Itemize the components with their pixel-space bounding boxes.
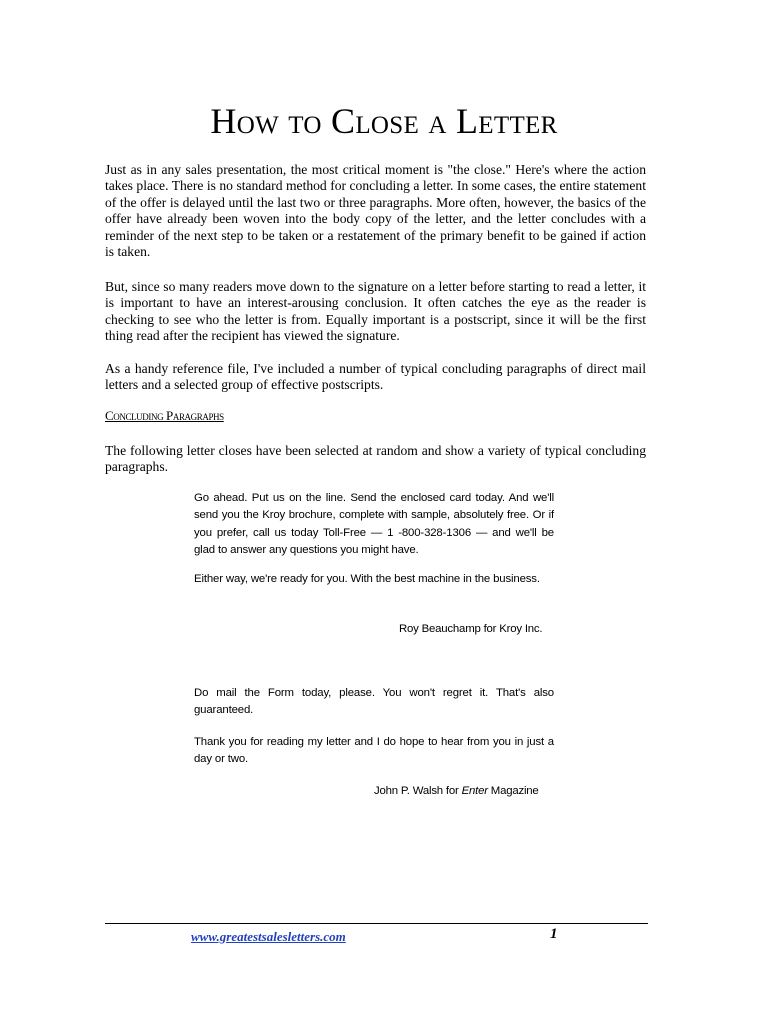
signature-prefix: John P. Walsh for [374,785,462,797]
example-quote-paragraph: Either way, we're ready for you. With the best machine in the business. [194,573,540,585]
footer-divider [105,923,648,924]
body-paragraph: As a handy reference file, I've included a number of typical concluding paragraphs of direct mail letters and a selected group of effective postscripts. [105,361,646,393]
example-signature [374,785,539,797]
section-intro: The following letter closes have been selected at random and show a variety of typical concluding paragraphs. [105,443,646,475]
body-paragraph: Just as in any sales presentation, the most critical moment is "the close." Here's where the action takes place. There is no standard method for concluding a letter. In some cases, the entire statement of the offer is delayed until the last two or three paragraphs. More often, however, the basics of the offer have already been woven into the body copy of the letter, and the letter concludes with a reminder of the next step to be taken or a restatement of the primary benefit to be gained if action is taken. [105,162,646,260]
page-title: How to Close a Letter [210,101,558,141]
example-quote-paragraph: Do mail the Form today, please. You won't regret it. That's also guaranteed. [194,687,554,717]
example-quote-paragraph: Go ahead. Put us on the line. Send the enclosed card today. And we'll send you the Kroy brochure, complete with sample, absolutely free. Or if you prefer, call us today Toll-Free — 1 -800-328-1306 — and we'll be glad to answer any questions you might have. [194,492,554,557]
footer-website-link[interactable]: www.greatestsalesletters.com [191,929,346,944]
signature-suffix: Magazine [487,785,539,797]
example-quote-paragraph: Thank you for reading my letter and I do hope to hear from you in just a day or two. [194,736,554,766]
signature-publication: Enter [461,785,488,797]
page-number: 1 [550,926,558,942]
example-signature: Roy Beauchamp for Kroy Inc. [399,623,543,635]
section-heading: Concluding Paragraphs [105,408,224,423]
body-paragraph: But, since so many readers move down to the signature on a letter before starting to read a letter, it is important to have an interest-arousing conclusion. It often catches the eye as the reader is checking to see who the letter is from. Equally important is a postscript, since it will be the first thing read after the recipient has viewed the signature. [105,279,646,344]
